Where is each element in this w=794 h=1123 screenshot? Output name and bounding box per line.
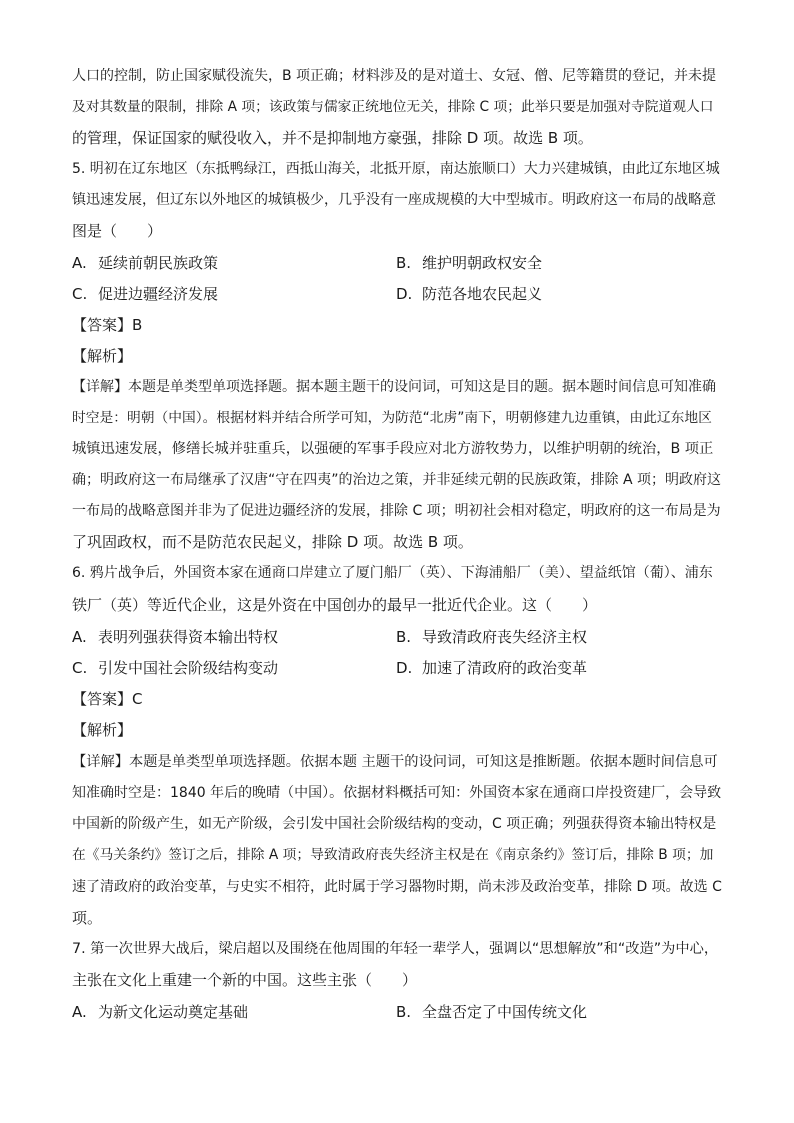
- option-text: 全盘否定了中国传统文化: [422, 1003, 588, 1021]
- q6-option-d: [396, 657, 587, 679]
- option-text: 促进边疆经济发展: [98, 285, 219, 303]
- q6-option-c: [72, 657, 278, 679]
- option-letter: C.: [72, 285, 88, 303]
- option-letter: A.: [72, 254, 87, 272]
- q6-answer: 【答案】C: [72, 690, 143, 708]
- intro-line-3: 的管理，保证国家的赋役收入，并不是抑制地方豪强，排除 D 项。故选 B 项。: [72, 129, 593, 147]
- option-text: 延续前朝民族政策: [98, 254, 219, 272]
- q7-option-b: [396, 1001, 587, 1023]
- q5-detail-line-2: 时空是：明朝（中国）。根据材料并结合所学可知，为防范“北虏”南下，明朝修建九边重镇，由此辽东地区: [72, 410, 712, 426]
- q5-stem-line-3: 图是（ ）: [72, 222, 163, 240]
- q6-stem-line-1: 6. 鸦片战争后，外国资本家在通商口岸建立了厦门船厂（英）、下海浦船厂（美）、望益纸馆（葡）、浦东: [72, 565, 713, 581]
- q6-detail-line-1: 【详解】本题是单类型单项选择题。依据本题 主题干的设问词，可知这是推断题。依据本题时间信息可: [72, 754, 718, 770]
- q7-stem-line-1: 7. 第一次世界大战后，梁启超以及围绕在他周围的年轻一辈学人，强调以“思想解放”和“改造”为中心，: [72, 941, 719, 957]
- q6-detail-line-4: 在《马关条约》签订之后，排除 A 项；导致清政府丧失经济主权是在《南京条约》签订后，排除 B 项；加: [72, 847, 714, 863]
- q6-detail-line-5: 速了清政府的政治变革，与史实不相符，此时属于学习器物时期，尚未涉及政治变革，排除 D 项。故选 C: [72, 879, 722, 895]
- q5-detail-line-5: 一布局的战略意图并非为了促进边疆经济的发展，排除 C 项；明初社会相对稳定，明政府的这一布局是为: [72, 503, 721, 519]
- option-text: 为新文化运动奠定基础: [98, 1003, 249, 1021]
- q5-detail-line-3: 城镇迅速发展，修缮长城并驻重兵，以强硬的军事手段应对北方游牧势力，以维护明朝的统治，B 项正: [72, 441, 714, 457]
- option-letter: B.: [396, 628, 412, 646]
- option-text: 表明列强获得资本输出特权: [98, 628, 279, 646]
- option-text: 加速了清政府的政治变革: [422, 659, 588, 677]
- q6-option-a: [72, 626, 278, 648]
- q6-stem-line-2: 铁厂（英）等近代企业，这是外资在中国创办的最早一批近代企业。这（ ）: [72, 596, 598, 614]
- q5-stem-line-2: 镇迅速发展，但辽东以外地区的城镇极少，几乎没有一座成规模的大中型城市。明政府这一布局的战略意: [72, 192, 716, 208]
- q6-analysis-label: 【解析】: [72, 721, 133, 739]
- q5-option-d: [396, 283, 542, 305]
- option-text: 导致清政府丧失经济主权: [422, 628, 588, 646]
- q6-detail-line-3: 中国新的阶级产生，如无产阶级，会引发中国社会阶级结构的变动，C 项正确；列强获得资本输出特权是: [72, 816, 717, 832]
- q5-detail-line-1: 【详解】本题是单类型单项选择题。据本题主题干的设问词，可知这是目的题。据本题时间信息可知准确: [72, 379, 716, 395]
- option-letter: C.: [72, 659, 88, 677]
- intro-line-2: 及对其数量的限制，排除 A 项；该政策与儒家正统地位无关，排除 C 项；此举只要是加强对寺院道观人口: [72, 99, 714, 115]
- option-letter: A.: [72, 628, 87, 646]
- option-letter: A.: [72, 1003, 87, 1021]
- q5-detail-line-4: 确；明政府这一布局继承了汉唐“守在四夷”的治边之策，并非延续元朝的民族政策，排除 A 项；明政府这: [72, 472, 721, 488]
- intro-line-1: 人口的控制，防止国家赋役流失，B 项正确；材料涉及的是对道士、女冠、僧、尼等籍贯的登记，并未提: [72, 68, 717, 84]
- option-text: 维护明朝政权安全: [422, 254, 543, 272]
- q5-answer: 【答案】B: [72, 316, 143, 334]
- option-letter: B.: [396, 1003, 412, 1021]
- option-letter: D.: [396, 659, 413, 677]
- q7-option-a: [72, 1001, 248, 1023]
- q5-option-c: [72, 283, 218, 305]
- option-letter: D.: [396, 285, 413, 303]
- q5-analysis-label: 【解析】: [72, 347, 133, 365]
- q6-detail-line-6: 项。: [72, 909, 103, 927]
- q5-option-b: [396, 252, 542, 274]
- option-text: 防范各地农民起义: [422, 285, 543, 303]
- q5-stem-line-1: 5. 明初在辽东地区（东抵鸭绿江，西抵山海关，北抵开原，南达旅顺口）大力兴建城镇，由此辽东地区城: [72, 161, 720, 177]
- option-text: 引发中国社会阶级结构变动: [98, 659, 279, 677]
- q5-detail-line-6: 了巩固政权，而不是防范农民起义，排除 D 项。故选 B 项。: [72, 533, 473, 551]
- q6-option-b: [396, 626, 587, 648]
- q6-detail-line-2: 知准确时空是：1840 年后的晚晴（中国）。依据材料概括可知：外国资本家在通商口岸投资建厂，会导致: [72, 785, 722, 801]
- option-letter: B.: [396, 254, 412, 272]
- q7-stem-line-2: 主张在文化上重建一个新的中国。这些主张（ ）: [72, 971, 418, 989]
- q5-option-a: [72, 252, 218, 274]
